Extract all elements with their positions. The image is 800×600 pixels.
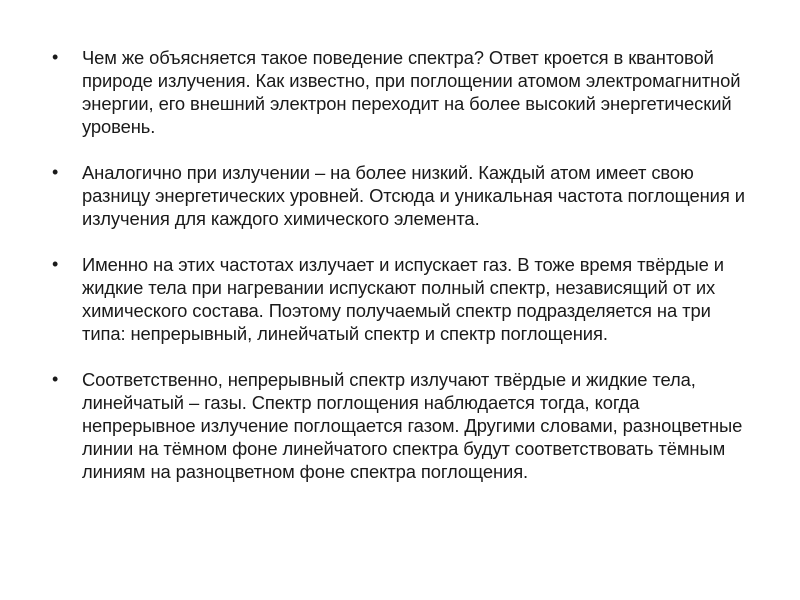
bullet-text: Чем же объясняется такое поведение спектра? Ответ кроется в квантовой природе излучения. Как известно, при поглощении атомом электромагнитной энергии, его внешний электрон переходит на более высокий энергетический уровень.: [82, 47, 741, 137]
bullet-list: [52, 46, 750, 483]
bullet-marker: •: [52, 254, 59, 274]
bullet-marker: •: [52, 47, 59, 67]
bullet-marker: •: [52, 162, 59, 182]
bullet-item: [52, 253, 750, 345]
bullet-marker: •: [52, 369, 59, 389]
bullet-text: Соответственно, непрерывный спектр излучают твёрдые и жидкие тела, линейчатый – газы. Спектр поглощения наблюдается тогда, когда непрерывное излучение поглощается газом. Другими словами, разноцветные линии на тёмном фоне линейчатого спектра будут соответствовать тёмным линиям на разноцветном фоне спектра поглощения.: [82, 369, 743, 482]
bullet-text: Аналогично при излучении – на более низкий. Каждый атом имеет свою разницу энергетических уровней. Отсюда и уникальная частота поглощения и излучения для каждого химического элемента.: [82, 162, 745, 229]
bullet-item: [52, 46, 750, 138]
bullet-item: [52, 368, 750, 483]
bullet-item: [52, 161, 750, 230]
bullet-text: Именно на этих частотах излучает и испускает газ. В тоже время твёрдые и жидкие тела при нагревании испускают полный спектр, независящий от их химического состава. Поэтому получаемый спектр подразделяется на три типа: непрерывный, линейчатый спектр и спектр поглощения.: [82, 254, 724, 344]
